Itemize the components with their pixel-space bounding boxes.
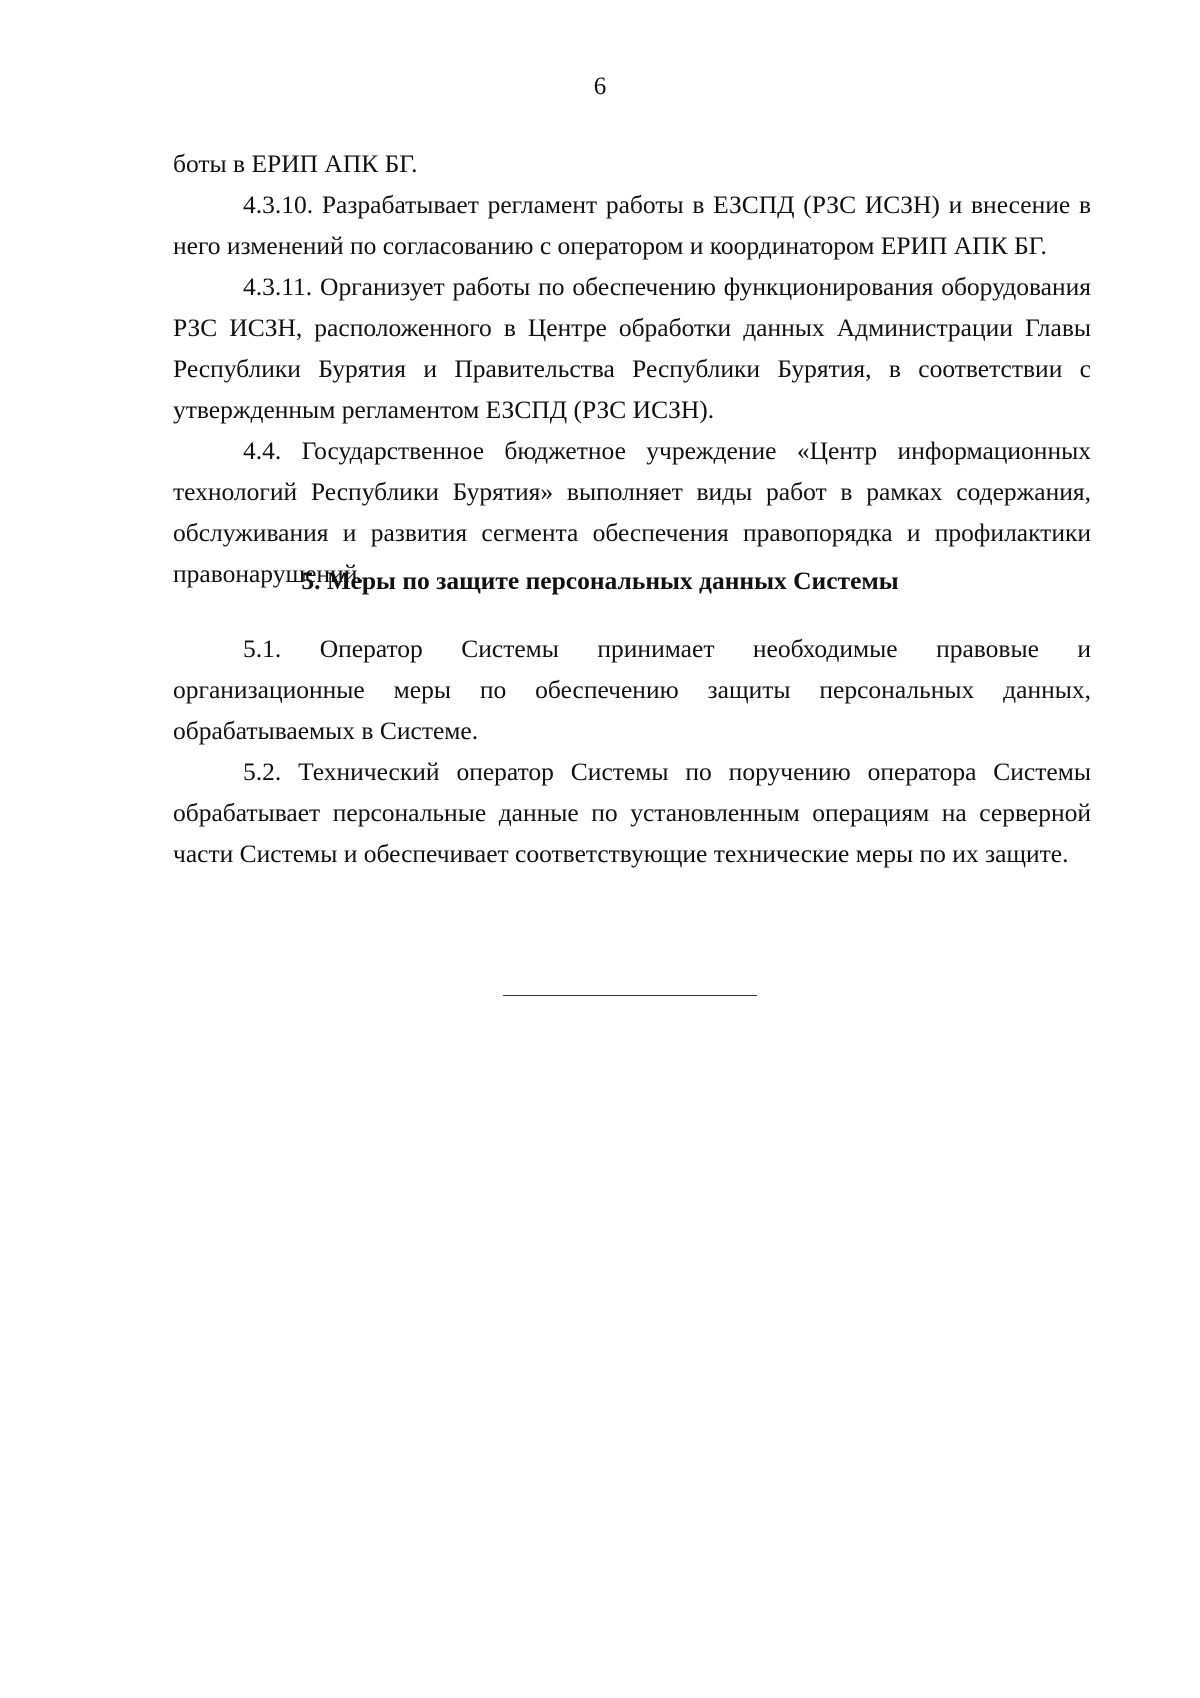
paragraph-4-3-10: 4.3.10. Разрабатывает регламент работы в ЕЗСПД (РЗС ИСЗН) и внесение в него изменений по согласованию с оператором и координатором ЕРИП АПК БГ.: [173, 190, 1091, 260]
section-5-heading: 5. Меры по защите персональных данных Системы: [301, 566, 899, 595]
paragraph-4-3-11: 4.3.11. Организует работы по обеспечению функционирования оборудования РЗС ИСЗН, расположенного в Центре обработки данных Администрации Главы Республики Бурятия и Правительства Республики Бурятия, в соответствии с утвержденным регламентом ЕЗСПД (РЗС ИСЗН).: [173, 272, 1091, 424]
paragraph-5-1: 5.1. Оператор Системы принимает необходимые правовые и организационные меры по обеспечению защиты персональных данных, обрабатываемых в Системе.: [173, 634, 1091, 745]
body-text-section-5: [173, 628, 1091, 874]
end-of-document-divider: [503, 995, 757, 996]
paragraph-5-2: 5.2. Технический оператор Системы по поручению оператора Системы обрабатывает персональные данные по установленным операциям на серверной части Системы и обеспечивает соответствующие технические меры по их защите.: [173, 757, 1091, 868]
paragraph-continuation: боты в ЕРИП АПК БГ.: [173, 149, 418, 178]
body-text-top: [173, 143, 1091, 594]
page-number: 6: [593, 73, 607, 100]
paragraph-4-4: 4.4. Государственное бюджетное учреждение «Центр информационных технологий Республики Бурятия» выполняет виды работ в рамках содержания, обслуживания и развития сегмента обеспечения правопорядка и профилактики правонарушений.: [173, 436, 1091, 588]
